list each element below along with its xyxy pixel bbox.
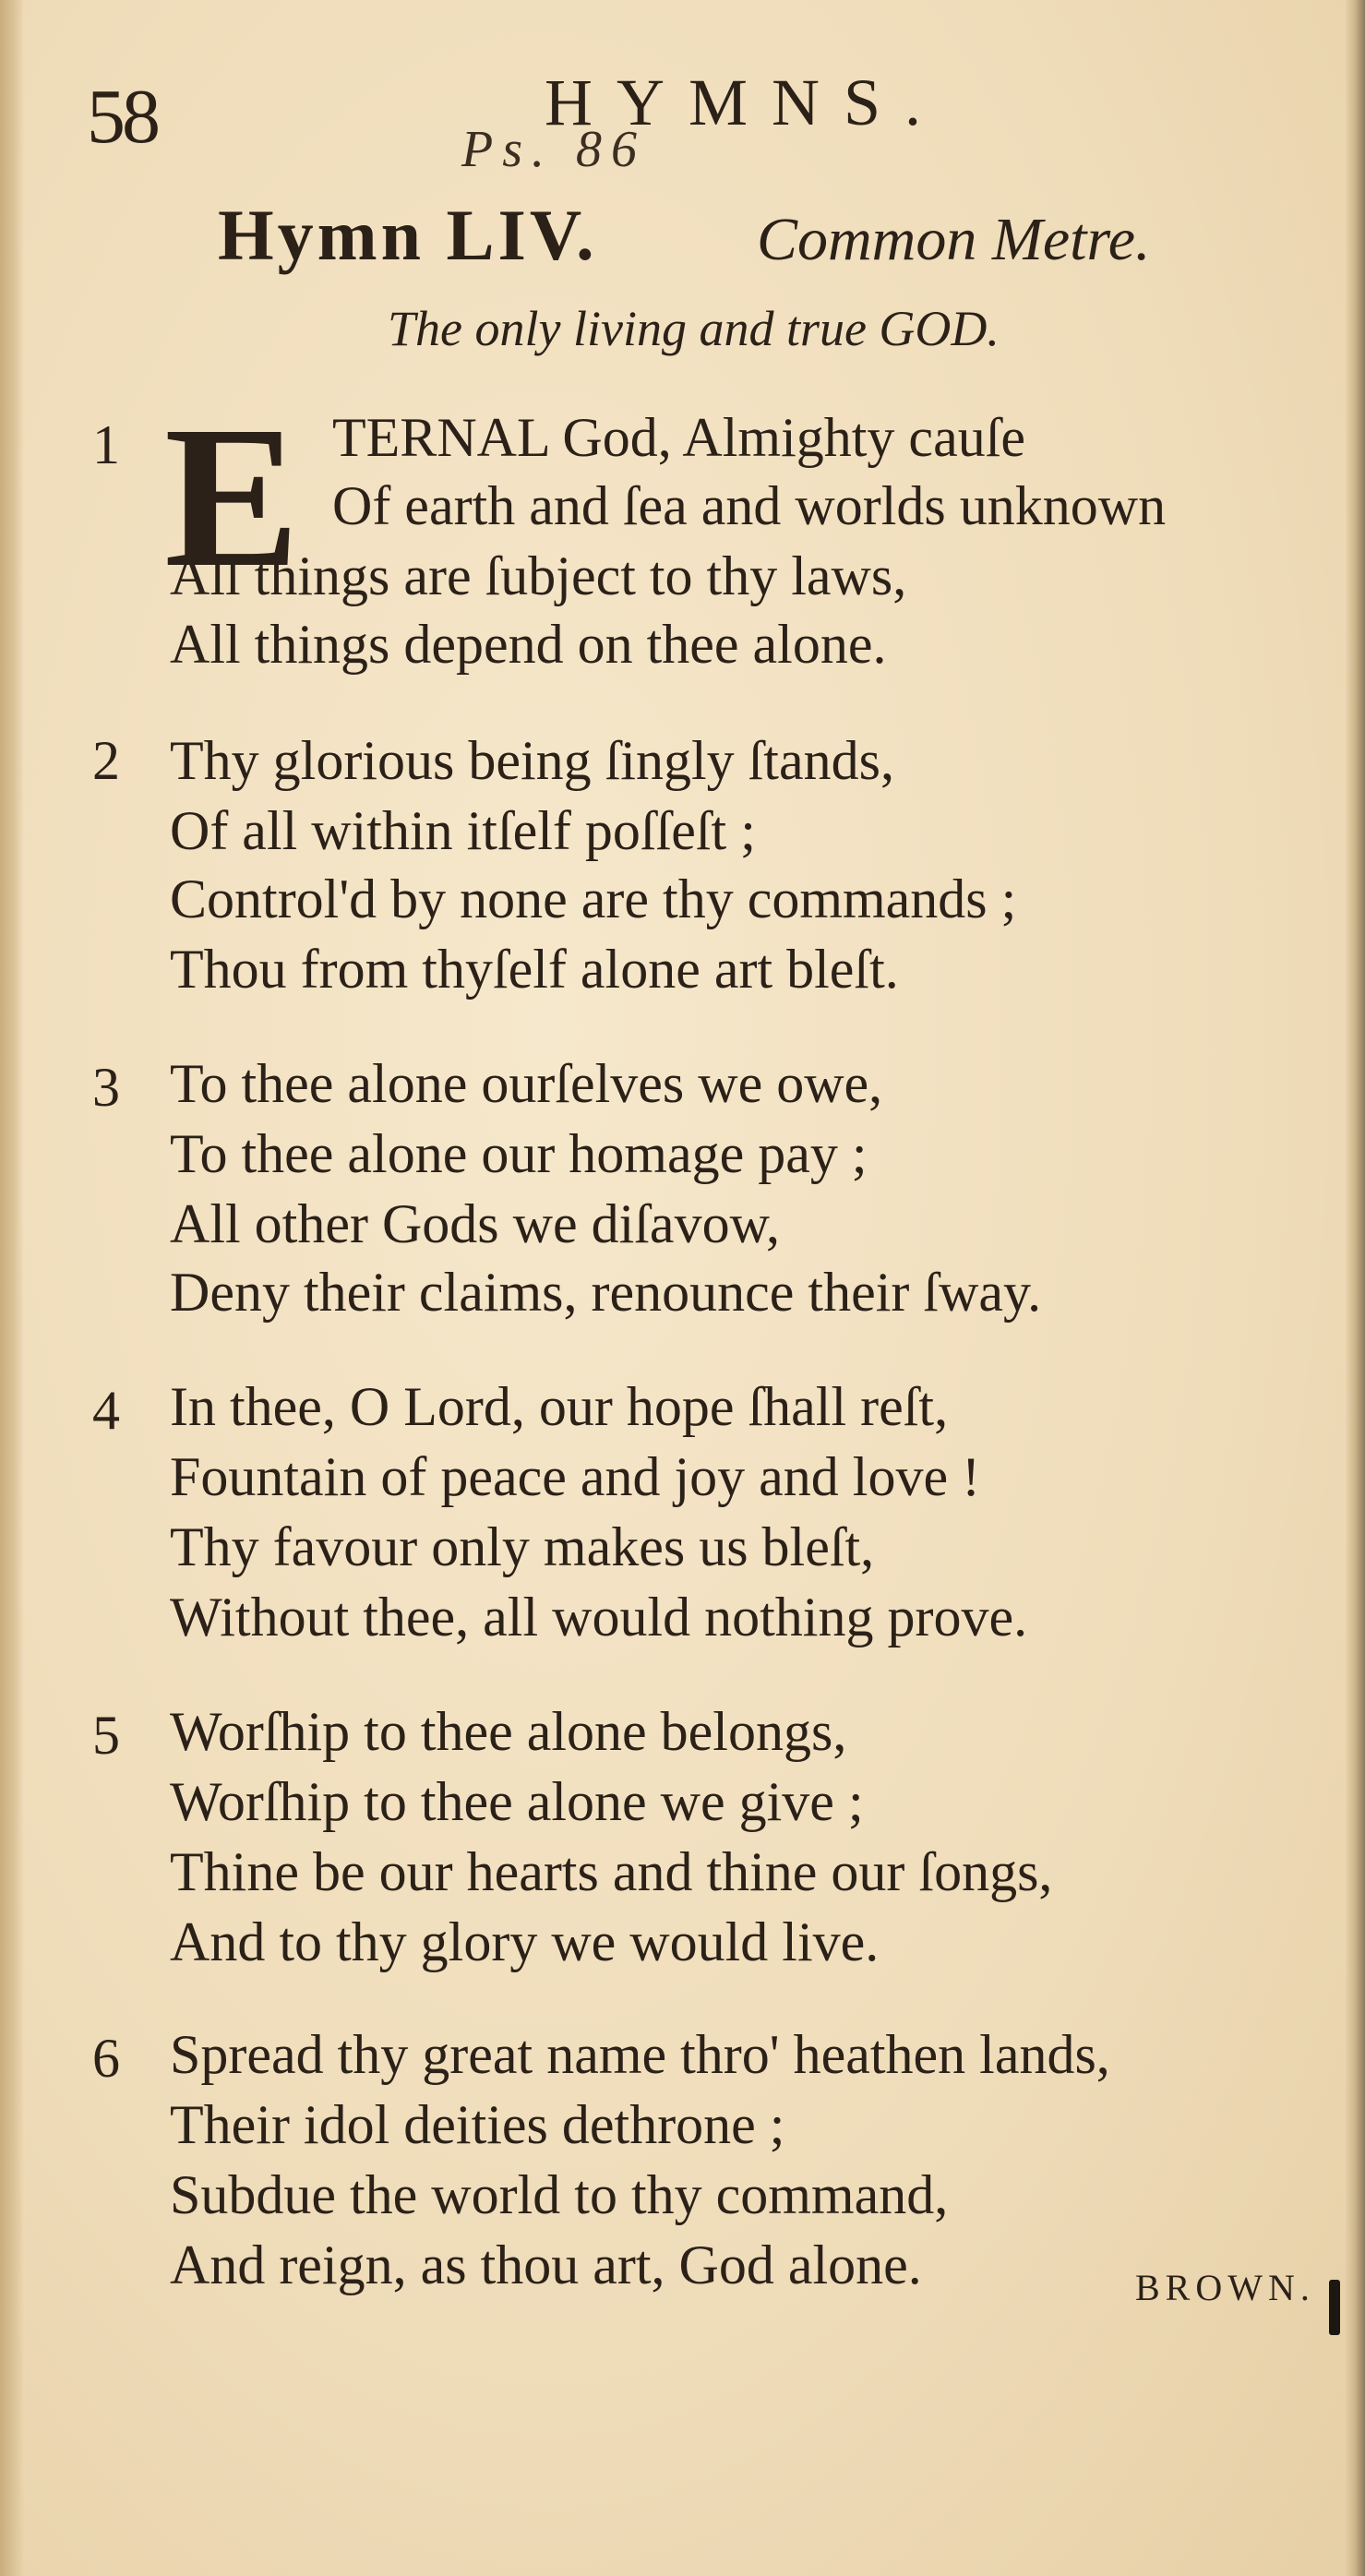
page-number: 58 xyxy=(87,74,157,160)
stanza-line: Subdue the world to thy command, xyxy=(170,2164,949,2225)
stanza-number: 6 xyxy=(92,2028,120,2089)
stanza-line: To thee alone our homage pay ; xyxy=(170,1123,868,1184)
stanza-line: And reign, as thou art, God alone. xyxy=(170,2235,922,2295)
stanza-number: 5 xyxy=(92,1705,120,1766)
stanza-line: Thy glorious being ſingly ſtands, xyxy=(170,730,894,791)
hymn-metre: Common Metre. xyxy=(757,206,1151,273)
stanza-line: Deny their claims, renounce their ſway. xyxy=(170,1262,1042,1323)
page-left-edge xyxy=(0,0,24,2576)
stanza-line: All other Gods we diſavow, xyxy=(170,1193,780,1254)
stanza-number: 1 xyxy=(92,414,120,475)
stanza-line: TERNAL God, Almighty cauſe xyxy=(332,407,1025,468)
stanza-line: Spread thy great name thro' heathen lands, xyxy=(170,2024,1110,2085)
hymn-title: Hymn LIV. xyxy=(218,195,598,275)
stanza-line: Their idol deities dethrone ; xyxy=(170,2094,785,2155)
stanza-number: 3 xyxy=(92,1057,120,1118)
stanza-line: Of earth and ſea and worlds unknown xyxy=(332,475,1167,536)
handwritten-annotation: Ps. 86 xyxy=(461,121,646,178)
stanza-line: To thee alone ourſelves we owe, xyxy=(170,1053,883,1114)
author-signature: BROWN. xyxy=(1135,2267,1315,2308)
stanza-line: Fountain of peace and joy and love ! xyxy=(170,1446,981,1507)
page-tab-mark xyxy=(1329,2280,1340,2335)
stanza-line: Thou from thyſelf alone art bleſt. xyxy=(170,939,899,1000)
stanza-number: 4 xyxy=(92,1380,120,1441)
page-right-edge xyxy=(1345,0,1365,2576)
stanza-line: Control'd by none are thy commands ; xyxy=(170,869,1017,929)
stanza-number: 2 xyxy=(92,730,120,791)
stanza-line: Of all within itſelf poſſeſt ; xyxy=(170,800,756,861)
stanza-line: All things are ſubject to thy laws, xyxy=(170,545,907,606)
stanza-line: All things depend on thee alone. xyxy=(170,614,887,675)
hymn-subtitle: The only living and true GOD. xyxy=(388,301,1000,356)
stanza-line: In thee, O Lord, our hope ſhall reſt, xyxy=(170,1376,949,1437)
stanza-line: Worſhip to thee alone belongs, xyxy=(170,1701,847,1762)
running-head: HYMNS. xyxy=(545,66,946,139)
stanza-line: And to thy glory we would live. xyxy=(170,1911,880,1972)
stanza-line: Thine be our hearts and thine our ſongs, xyxy=(170,1841,1053,1902)
stanza-line: Thy favour only makes us bleſt, xyxy=(170,1516,875,1577)
stanza-line: Without thee, all would nothing prove. xyxy=(170,1587,1028,1647)
drop-cap: E xyxy=(164,384,300,609)
stanza-line: Worſhip to thee alone we give ; xyxy=(170,1771,864,1832)
